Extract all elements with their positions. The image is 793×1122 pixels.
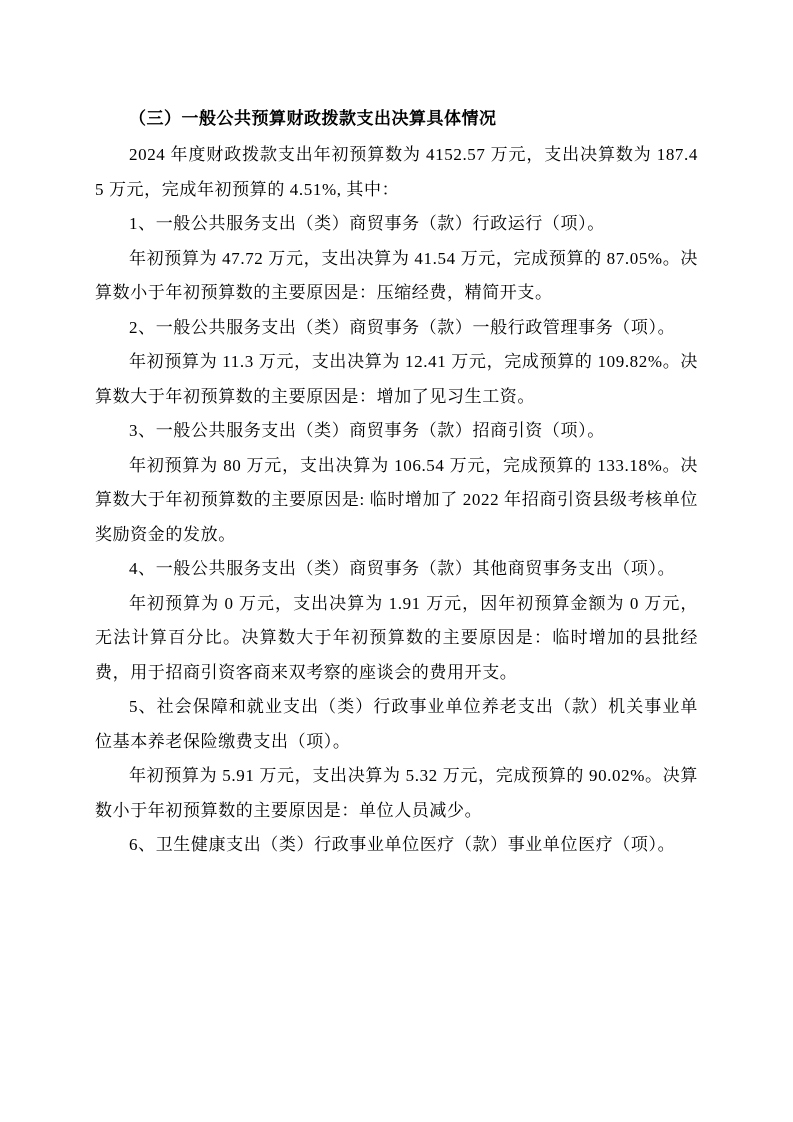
paragraph: 5、社会保障和就业支出（类）行政事业单位养老支出（款）机关事业单位基本养老保险缴费支出（项）。 <box>95 697 698 751</box>
section-heading: （三）一般公共预算财政拨款支出决算具体情况 <box>129 109 497 128</box>
paragraph: 3、一般公共服务支出（类）商贸事务（款）招商引资（项）。 <box>129 421 605 440</box>
paragraph: 年初预算为 80 万元，支出决算为 106.54 万元，完成预算的 133.18%。决算数大于年初预算数的主要原因是: 临时增加了 2022 年招商引资县级考核单位奖励资金的发放。 <box>95 455 698 544</box>
paragraph: 6、卫生健康支出（类）行政事业单位医疗（款）事业单位医疗（项）。 <box>129 835 676 854</box>
paragraph: 2024 年度财政拨款支出年初预算数为 4152.57 万元，支出决算数为 187.45 万元，完成年初预算的 4.51%, 其中： <box>95 145 698 199</box>
paragraph: 2、一般公共服务支出（类）商贸事务（款）一般行政管理事务（项）。 <box>129 317 676 337</box>
paragraph: 4、一般公共服务支出（类）商贸事务（款）其他商贸事务支出（项）。 <box>129 559 676 578</box>
paragraph: 年初预算为 0 万元，支出决算为 1.91 万元，因年初预算金额为 0 万元，无法计算百分比。决算数大于年初预算数的主要原因是：临时增加的县批经费，用于招商引资客商来双考察的座谈会的费用开支。 <box>95 593 698 682</box>
paragraph: 年初预算为 5.91 万元，支出决算为 5.32 万元，完成预算的 90.02%。决算数小于年初预算数的主要原因是：单位人员减少。 <box>95 766 698 820</box>
paragraph: 年初预算为 47.72 万元，支出决算为 41.54 万元，完成预算的 87.05%。决算数小于年初预算数的主要原因是：压缩经费，精简开支。 <box>95 248 698 302</box>
paragraph: 1、一般公共服务支出（类）商贸事务（款）行政运行（项）。 <box>129 214 605 233</box>
document-body <box>95 138 698 863</box>
paragraph: 年初预算为 11.3 万元，支出决算为 12.41 万元，完成预算的 109.82%。决算数大于年初预算数的主要原因是：增加了见习生工资。 <box>95 352 698 406</box>
